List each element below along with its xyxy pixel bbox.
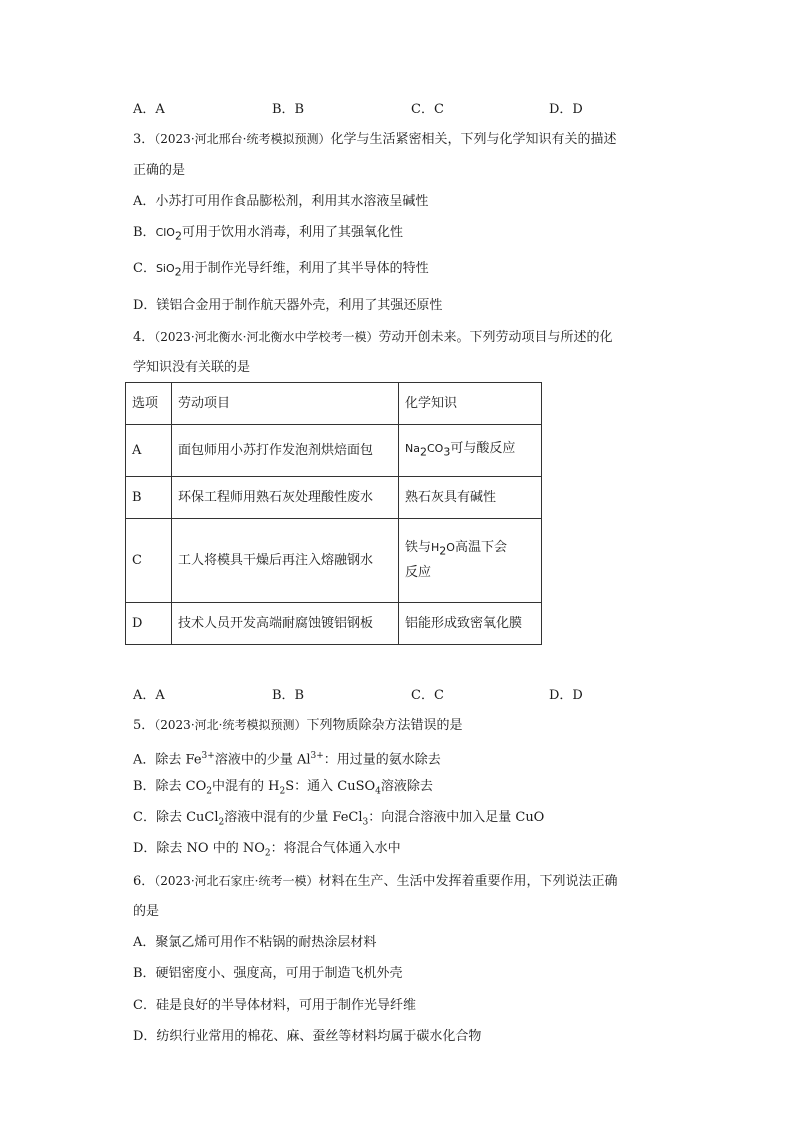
q3-stem-line1 <box>133 130 616 149</box>
q2-option-b: B．B <box>272 102 305 117</box>
q5-option-d: D．除去 NO 中的 $NO_2$：将混合气体通入水中 <box>133 841 401 859</box>
q5-option-c: C．除去 CuCl$_2$溶液中混有的少量 FeCl$_3$：向混合溶液中加入足量 CuO <box>133 810 545 828</box>
q5-number: 5． <box>133 718 155 733</box>
q3-option-d: D．镁铝合金用于制作航天器外壳，利用了其强还原性 <box>133 298 443 313</box>
q6-stem-line2: 的是 <box>133 904 160 919</box>
q2-options <box>133 98 653 116</box>
table-row <box>126 477 542 519</box>
q4-option-a: A．A <box>133 688 165 703</box>
table-header-row <box>126 383 542 425</box>
row-a-knowledge: $Na_2CO_3$可与酸反应 <box>399 425 542 477</box>
q4-option-c: C．C <box>411 688 444 703</box>
q5-option-a: A．除去 $Fe^{3+}$溶液中的少量 $Al^{3+}$：用过量的氨水除去 <box>133 751 441 768</box>
q6-option-b: B．硬铝密度小、强度高，可用于制造飞机外壳 <box>133 966 403 981</box>
q4-options <box>133 684 653 702</box>
header-chem-knowledge: 化学知识 <box>399 383 542 425</box>
row-d-knowledge: 铝能形成致密氧化膜 <box>399 603 542 645</box>
q6-stem-line1: 6．（2023·河北石家庄·统考一模）材料在生产、生活中发挥着重要作用，下列说法正确 <box>133 874 618 889</box>
q3-source: （2023·河北邢台·统考模拟预测） <box>154 132 331 146</box>
q3-stem-line2: 正确的是 <box>133 163 186 178</box>
q6-option-a: A．聚氯乙烯可用作不粘锅的耐热涂层材料 <box>133 935 377 950</box>
q6-option-c: C．硅是良好的半导体材料，可用于制作光导纤维 <box>133 998 416 1013</box>
header-option: 选项 <box>126 383 172 425</box>
row-b-option: B <box>126 477 172 519</box>
row-a-item: 面包师用小苏打作发泡剂烘焙面包 <box>172 425 399 477</box>
q6-number: 6． <box>133 874 155 889</box>
table-row <box>126 603 542 645</box>
row-d-option: D <box>126 603 172 645</box>
q2-option-c: C．C <box>411 102 444 117</box>
q3-stem-text1: 化学与生活紧密相关，下列与化学知识有关的描述 <box>330 132 617 147</box>
q2-option-a: A．A <box>133 102 165 117</box>
q5-source: （2023·河北·统考模拟预测） <box>154 718 307 732</box>
row-c-item: 工人将模具干燥后再注入熔融钢水 <box>172 519 399 603</box>
q5-stem: 5．（2023·河北·统考模拟预测）下列物质除杂方法错误的是 <box>133 718 463 733</box>
row-b-knowledge: 熟石灰具有碱性 <box>399 477 542 519</box>
q4-option-b: B．B <box>272 688 305 703</box>
row-c-option: C <box>126 519 172 603</box>
row-c-knowledge: 铁与$H_2O$高温下会 反应 <box>399 519 542 603</box>
table-row <box>126 425 542 477</box>
q4-number: 4． <box>133 330 155 345</box>
q4-stem-line2: 学知识没有关联的是 <box>133 360 251 375</box>
table-row <box>126 519 542 603</box>
q4-stem-line1: 4．（2023·河北衡水·河北衡水中学校考一模）劳动开创未来。下列劳动项目与所述的化 <box>133 330 613 345</box>
q6-option-d: D．纺织行业常用的棉花、麻、蚕丝等材料均属于碳水化合物 <box>133 1029 482 1044</box>
row-d-item: 技术人员开发高端耐腐蚀镀铝钢板 <box>172 603 399 645</box>
q4-option-d: D．D <box>549 688 583 703</box>
row-a-option: A <box>126 425 172 477</box>
q4-source: （2023·河北衡水·河北衡水中学校考一模） <box>154 330 379 344</box>
q4-table <box>125 382 542 645</box>
q2-option-d: D．D <box>549 102 583 117</box>
q3-option-a: A．小苏打可用作食品膨松剂，利用其水溶液呈碱性 <box>133 194 429 209</box>
header-labor-item: 劳动项目 <box>172 383 399 425</box>
q3-option-b: B．ClO$_2$可用于饮用水消毒，利用了其强氧化性 <box>133 225 403 243</box>
q5-option-b: B．除去 $CO_2$中混有的 $H_2S$：通入 CuSO$_4$溶液除去 <box>133 779 433 797</box>
q3-option-c: C．SiO$_2$用于制作光导纤维，利用了其半导体的特性 <box>133 261 429 279</box>
q3-number: 3． <box>133 132 155 147</box>
row-b-item: 环保工程师用熟石灰处理酸性废水 <box>172 477 399 519</box>
q6-source: （2023·河北石家庄·统考一模） <box>154 874 319 888</box>
